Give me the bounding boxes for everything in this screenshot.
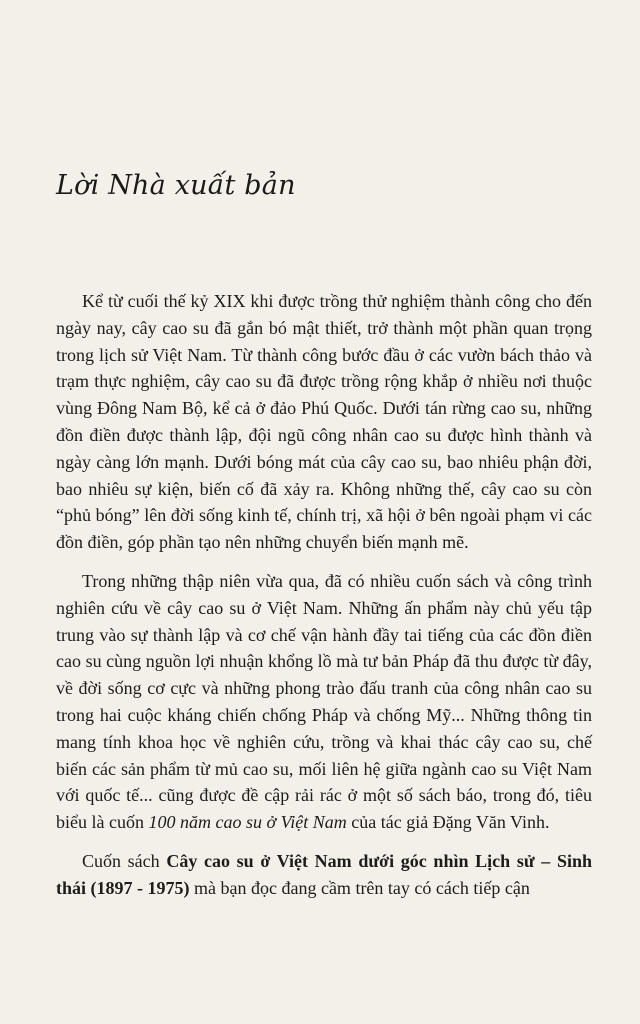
body-text xyxy=(56,288,592,902)
paragraph-3-text: Cuốn sách xyxy=(82,850,167,871)
paragraph-1-text: Kể từ cuối thế kỷ XIX khi được trồng thử nghiệm thành công cho đến ngày nay, cây cao su đã gắn bó mật thiết, trở thành một phần quan trọng trong lịch sử Việt Nam. Từ thành công bước đầu ở các vườn bách thảo và trạm thực nghiệm, cây cao su đã được trồng rộng khắp ở nhiều nơi thuộc vùng Đông Nam Bộ, kể cả ở đảo Phú Quốc. Dưới tán rừng cao su, những đồn điền được thành lập, đội ngũ công nhân cao su được hình thành và ngày càng lớn mạnh. Dưới bóng mát của cây cao su, bao nhiêu phận đời, bao nhiêu sự kiện, biến cố đã xảy ra. Không những thế, cây cao su còn “phủ bóng” lên đời sống kinh tế, chính trị, xã hội ở bên ngoài phạm vi các đồn điền, góp phần tạo nên những chuyển biến mạnh mẽ. xyxy=(56,291,592,553)
book-title-bold: Cây cao su ở Việt Nam dưới góc nhìn Lịch sử – Sinh thái (1897 - 1975) xyxy=(56,850,592,898)
paragraph-3 xyxy=(56,848,592,902)
paragraph-2-text: Trong những thập niên vừa qua, đã có nhiều cuốn sách và công trình nghiên cứu về cây cao su ở Việt Nam. Những ấn phẩm này chủ yếu tập trung vào sự thành lập và cơ chế vận hành đầy tai tiếng của các đồn điền cao su cùng nguồn lợi nhuận khổng lồ mà tư bản Pháp đã thu được từ đây, về đời sống cơ cực và những phong trào đấu tranh của công nhân cao su trong hai cuộc kháng chiến chống Pháp và chống Mỹ... Những thông tin mang tính khoa học về nghiên cứu, trồng và khai thác cây cao su, chế biến các sản phẩm từ mủ cao su, mối liên hệ giữa ngành cao su Việt Nam với quốc tế... cũng được đề cập rải rác ở một số sách báo, trong đó, tiêu biểu là cuốn xyxy=(56,570,592,833)
paragraph-1 xyxy=(56,288,592,556)
page-title: Lời Nhà xuất bản xyxy=(56,170,296,201)
paragraph-2-text-end: của tác giả Đặng Văn Vinh. xyxy=(346,812,550,833)
paragraph-3-text-end: mà bạn đọc đang cầm trên tay có cách tiếp cận xyxy=(189,877,530,898)
book-title-reference: 100 năm cao su ở Việt Nam xyxy=(148,812,347,833)
paragraph-2 xyxy=(56,568,592,836)
